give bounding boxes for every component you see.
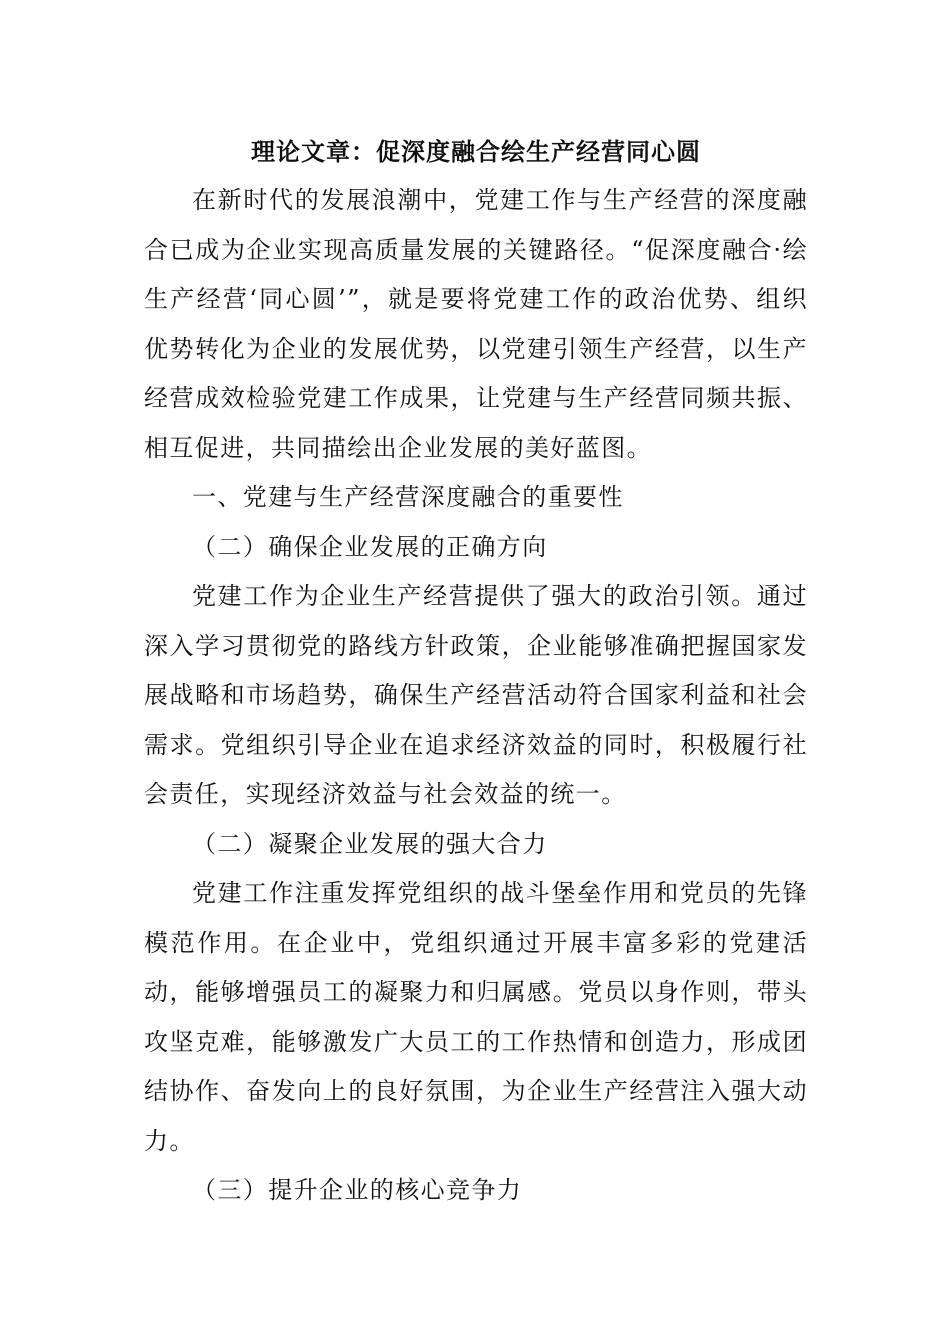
intro-paragraph: 在新时代的发展浪潮中，党建工作与生产经营的深度融合已成为企业实现高质量发展的关键路径。“促深度融合·绘生产经营‘同心圆’”，就是要将党建工作的政治优势、组织优势转化为企业的发展优势，以党建引领生产经营，以生产经营成效检验党建工作成果，让党建与生产经营同频共振、相互促进，共同描绘出企业发展的美好蓝图。 [144, 186, 808, 462]
article-title: 理论文章：促深度融合绘生产经营同心圆 [251, 137, 701, 166]
subsection-body-cohesion: 党建工作注重发挥党组织的战斗堡垒作用和党员的先锋模范作用。在企业中，党组织通过开展丰富多彩的党建活动，能够增强员工的凝聚力和归属感。党员以身作则，带头攻坚克难，能够激发广大员工的工作热情和创造力，形成团结协作、奋发向上的良好氛围，为企业生产经营注入强大动力。 [144, 879, 808, 1155]
subsection-heading-direction: （二）确保企业发展的正确方向 [192, 532, 548, 561]
document-body [144, 128, 808, 1216]
subsection-body-direction: 党建工作为企业生产经营提供了强大的政治引领。通过深入学习贯彻党的路线方针政策，企业能够准确把握国家发展战略和市场趋势，确保生产经营活动符合国家利益和社会需求。党组织引导企业在追求经济效益的同时，积极履行社会责任，实现经济效益与社会效益的统一。 [144, 582, 808, 808]
section-heading-importance: 一、党建与生产经营深度融合的重要性 [192, 483, 624, 511]
subsection-heading-cohesion: （二）凝聚企业发展的强大合力 [192, 829, 548, 858]
subsection-heading-competitiveness: （三）提升企业的核心竞争力 [192, 1176, 523, 1204]
